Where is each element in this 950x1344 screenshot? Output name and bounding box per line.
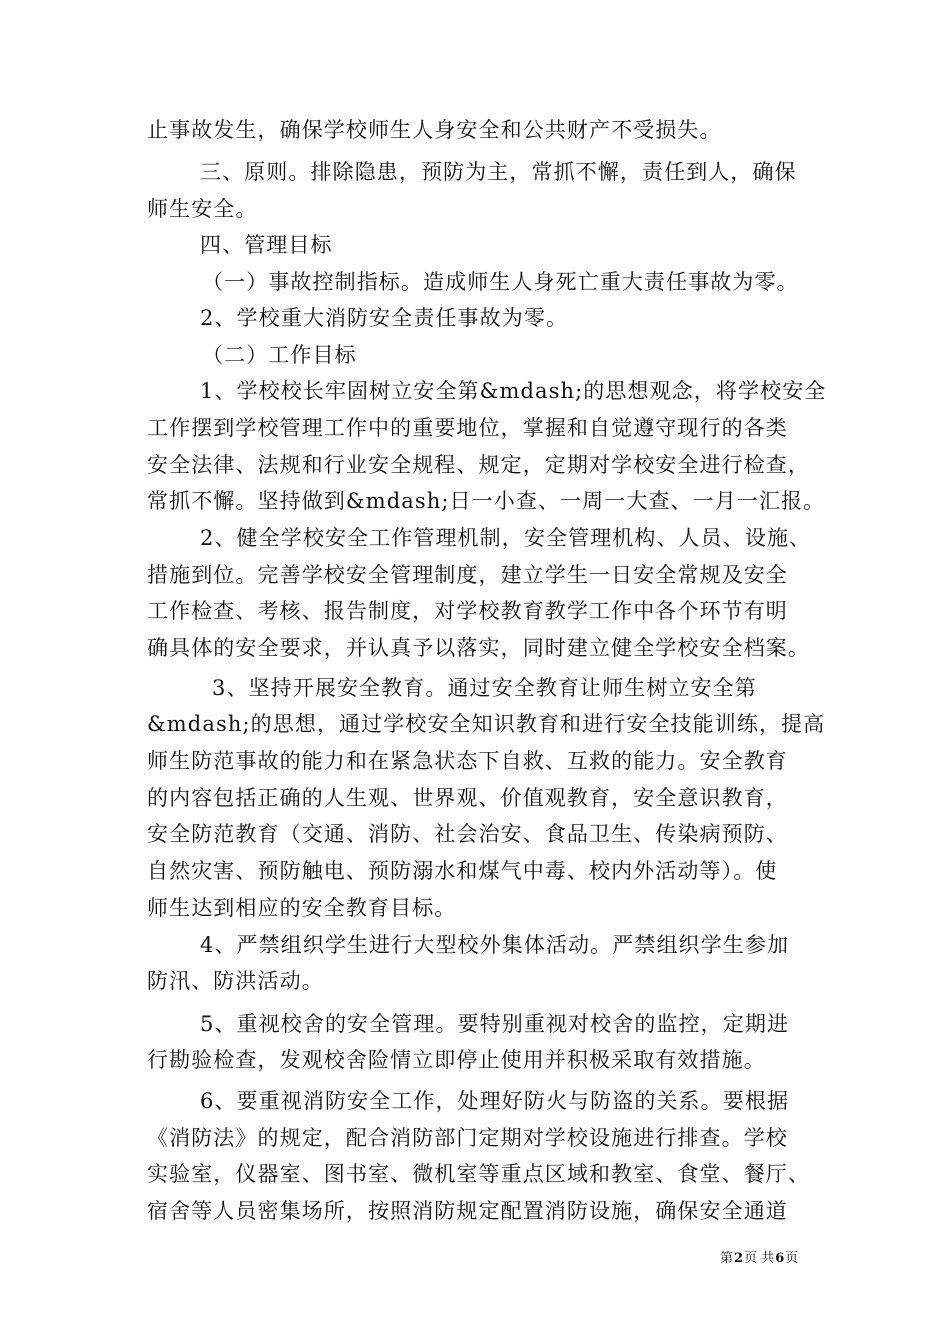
text-line: 5、重视校舍的安全管理。要特别重视对校舍的监控，定期进 [200, 1012, 790, 1036]
text-line: 的内容包括正确的人生观、世界观、价值观教育，安全意识教育， [147, 786, 788, 810]
text-line: 4、严禁组织学生进行大型校外集体活动。严禁组织学生参加 [200, 933, 790, 957]
footer-middle: 页 共 [744, 1251, 775, 1266]
text-line: 安全防范教育（交通、消防、社会治安、食品卫生、传染病预防、 [147, 822, 788, 846]
text-line: 防汛、防洪活动。 [147, 969, 324, 993]
footer-total-pages: 6 [775, 1251, 785, 1266]
footer-prefix: 第 [720, 1251, 734, 1266]
text-line: 安全法律、法规和行业安全规程、规定，定期对学校安全进行检查， [147, 453, 810, 477]
text-line: 三、原则。排除隐患，预防为主，常抓不懈，责任到人，确保 [200, 160, 797, 184]
text-line: （一）事故控制指标。造成师生人身死亡重大责任事故为零。 [202, 270, 799, 294]
footer-suffix: 页 [785, 1251, 799, 1266]
text-line: 2、健全学校安全工作管理机制，安全管理机构、人员、设施、 [200, 526, 812, 550]
text-line: 宿舍等人员密集场所，按照消防规定配置消防设施，确保安全通道 [147, 1199, 788, 1223]
text-line: 四、管理目标 [200, 233, 333, 257]
text-line: 3、坚持开展安全教育。通过安全教育让师生树立安全第 [212, 676, 757, 700]
footer-page-number: 2 [734, 1251, 744, 1266]
text-line: 措施到位。完善学校安全管理制度，建立学生一日安全常规及安全 [147, 563, 788, 587]
text-line: 2、学校重大消防安全责任事故为零。 [200, 306, 569, 330]
text-line: 自然灾害、预防触电、预防溺水和煤气中毒、校内外活动等）。使 [147, 859, 778, 883]
text-line: 师生达到相应的安全教育目标。 [147, 896, 457, 920]
text-line: 实验室，仪器室、图书室、微机室等重点区域和教室、食堂、餐厅、 [147, 1162, 810, 1186]
text-line: 止事故发生，确保学校师生人身安全和公共财产不受损失。 [147, 118, 722, 142]
text-line: 工作摆到学校管理工作中的重要地位，掌握和自觉遵守现行的各类 [147, 416, 788, 440]
text-line: 确具体的安全要求，并认真予以落实，同时建立健全学校安全档案。 [147, 636, 810, 660]
text-line: 6、要重视消防安全工作，处理好防火与防盗的关系。要根据 [200, 1089, 790, 1113]
text-line: 师生防范事故的能力和在紧急状态下自救、互救的能力。安全教育 [147, 749, 788, 773]
text-line: &mdash;的思想，通过学校安全知识教育和进行安全技能训练，提高 [147, 712, 826, 736]
text-line: 工作检查、考核、报告制度，对学校教育教学工作中各个环节有明 [147, 599, 788, 623]
text-line: 1、学校校长牢固树立安全第&mdash;的思想观念，将学校安全 [200, 379, 827, 403]
text-line: 常抓不懈。坚持做到&mdash;日一小查、一周一大查、一月一汇报。 [147, 489, 826, 513]
text-line: 《消防法》的规定，配合消防部门定期对学校设施进行排查。学校 [147, 1126, 788, 1150]
page-footer [720, 1250, 798, 1268]
text-line: （二）工作目标 [202, 343, 357, 367]
text-line: 行勘验检查，发观校舍险情立即停止使用并积极采取有效措施。 [147, 1048, 766, 1072]
text-line: 师生安全。 [147, 197, 258, 221]
